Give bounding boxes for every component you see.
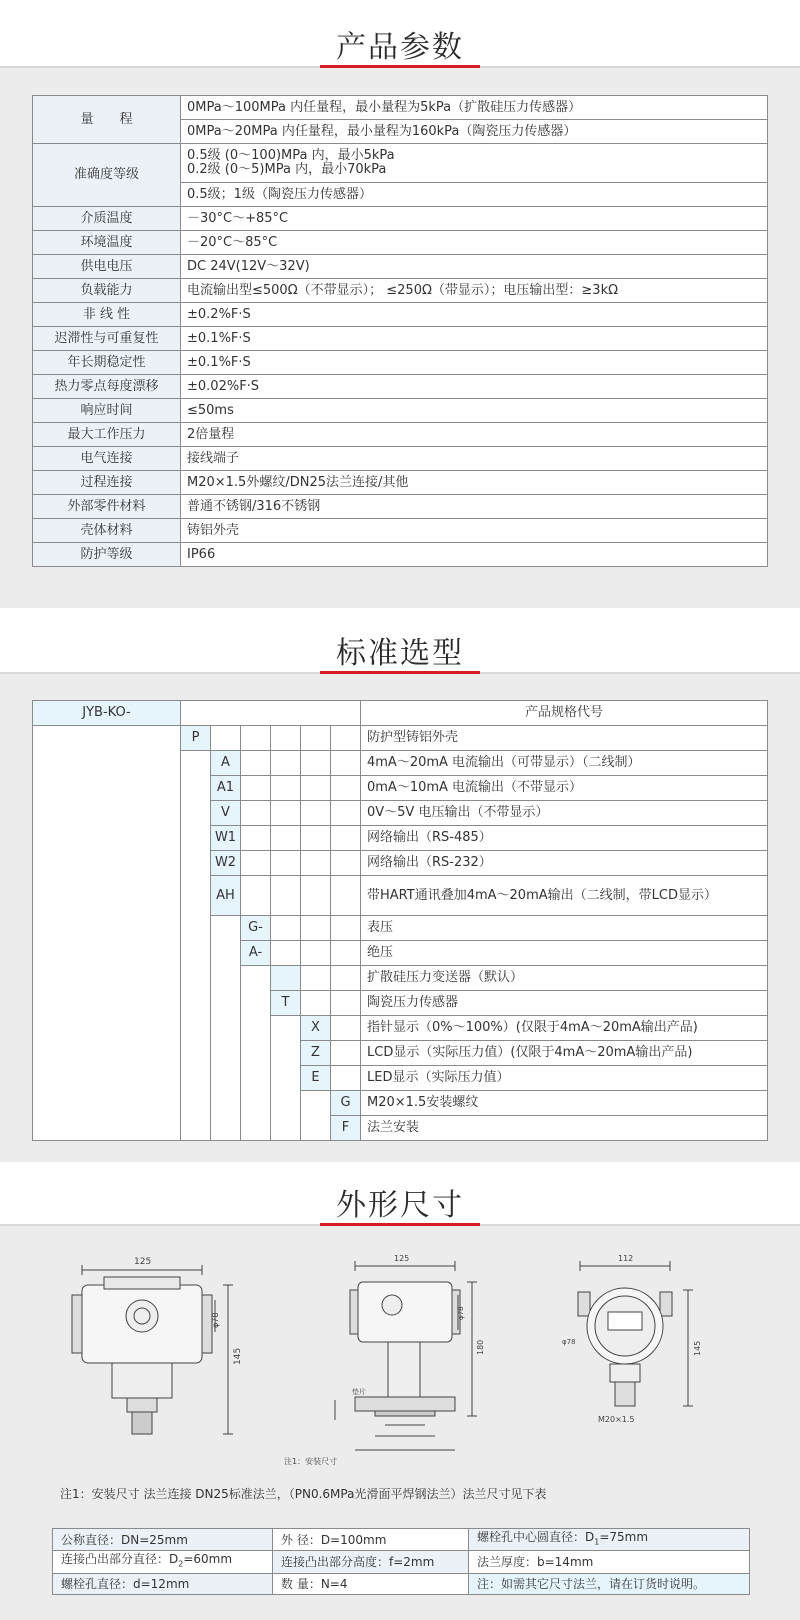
- param-value: －20°C～85°C: [181, 231, 768, 255]
- code-G: G: [331, 1091, 361, 1116]
- param-value: ≤50ms: [181, 399, 768, 423]
- param-key: 电气连接: [33, 447, 181, 471]
- flange-bolt-circle: 螺栓孔中心圆直径：$D_1=75mm$: [469, 1529, 750, 1551]
- flange-custom-note: 注：如需其它尺寸法兰，请在订货时说明。: [469, 1573, 750, 1594]
- flange-raised-height: 连接凸出部分高度：f=2mm: [273, 1551, 469, 1573]
- param-value: IP66: [181, 543, 768, 567]
- code-A1: A1: [211, 776, 241, 801]
- param-key: 迟滞性与可重复性: [33, 327, 181, 351]
- param-value: DC 24V(12V～32V): [181, 255, 768, 279]
- flange-view-width-label: 125: [394, 1254, 410, 1263]
- desc-Z: LCD显示（实际压力值）(仅限于4mA～20mA输出产品): [361, 1041, 768, 1066]
- side-view-dia-label: φ78: [211, 1312, 220, 1328]
- desc-W2: 网络输出（RS-232）: [361, 851, 768, 876]
- desc-A1: 0mA～10mA 电流输出（不带显示）: [361, 776, 768, 801]
- param-key-range: 量 程: [33, 96, 181, 144]
- flange-view-gasket-label: 垫片: [352, 1388, 366, 1396]
- param-key: 负载能力: [33, 279, 181, 303]
- param-value-accuracy-1: [181, 144, 768, 183]
- param-value-range-2: 0MPa～20MPa 内任量程，最小量程为160kPa（陶瓷压力传感器）: [181, 120, 768, 144]
- param-key-accuracy: 准确度等级: [33, 144, 181, 207]
- code-AH: AH: [211, 876, 241, 916]
- dimensions-section-title: 外形尺寸: [336, 1188, 464, 1223]
- front-view-dia-label: φ78: [562, 1338, 576, 1346]
- code-P: P: [181, 726, 211, 751]
- param-key: 最大工作压力: [33, 423, 181, 447]
- side-view-height-label: 145: [233, 1347, 243, 1365]
- desc-default: 扩散硅压力变送器（默认）: [361, 966, 768, 991]
- desc-W1: 网络输出（RS-485）: [361, 826, 768, 851]
- flange-view-drawing: [280, 1250, 490, 1470]
- desc-T: 陶瓷压力传感器: [361, 991, 768, 1016]
- flange-table: [52, 1528, 750, 1595]
- param-key: 热力零点每度漂移: [33, 375, 181, 399]
- param-key: 防护等级: [33, 543, 181, 567]
- front-view-height-label: 145: [693, 1340, 702, 1356]
- flange-view-note: 注1：安装尺寸: [284, 1457, 338, 1466]
- flange-bolt-count: 数 量：N=4: [273, 1573, 469, 1594]
- param-value: 电流输出型≤500Ω（不带显示）； ≤250Ω（带显示）；电压输出型：≥3kΩ: [181, 279, 768, 303]
- param-key: 环境温度: [33, 231, 181, 255]
- desc-X: 指针显示（0%～100%）(仅限于4mA～20mA输出产品): [361, 1016, 768, 1041]
- param-value-accuracy-1b: 0.2级 (0～5)MPa 内，最小70kPa: [187, 162, 387, 177]
- param-value: ±0.1%F·S: [181, 327, 768, 351]
- flange-nominal-diameter: 公称直径：DN=25mm: [53, 1529, 273, 1551]
- side-view-width-label: 125: [134, 1257, 152, 1267]
- desc-A: 4mA～20mA 电流输出（可带显示）（二线制）: [361, 751, 768, 776]
- param-value: －30°C～+85°C: [181, 207, 768, 231]
- param-value: 铸铝外壳: [181, 519, 768, 543]
- desc-G: M20×1.5安装螺纹: [361, 1091, 768, 1116]
- code-E: E: [301, 1066, 331, 1091]
- param-value: 接线端子: [181, 447, 768, 471]
- flange-view-height-label: 180: [476, 1339, 485, 1355]
- param-value: 2倍量程: [181, 423, 768, 447]
- code-W2: W2: [211, 851, 241, 876]
- desc-G-: 表压: [361, 916, 768, 941]
- flange-outer-diameter: 外 径：D=100mm: [273, 1529, 469, 1551]
- desc-AH: 带HART通讯叠加4mA～20mA输出（二线制，带LCD显示）: [361, 876, 768, 916]
- param-key: 非 线 性: [33, 303, 181, 327]
- code-A-: A-: [241, 941, 271, 966]
- code-F: F: [331, 1116, 361, 1141]
- desc-V: 0V～5V 电压输出（不带显示）: [361, 801, 768, 826]
- flange-note: 注1：安装尺寸 法兰连接 DN25标准法兰，（PN0.6MPa光滑面平焊钢法兰）法兰尺寸见下表: [60, 1487, 547, 1501]
- code-A: A: [211, 751, 241, 776]
- code-X: X: [301, 1016, 331, 1041]
- flange-raised-diameter: 连接凸出部分直径：$D_2=60mm$: [53, 1551, 273, 1573]
- flange-view-dia-label: φ78: [457, 1306, 465, 1320]
- param-value: ±0.02%F·S: [181, 375, 768, 399]
- code-V: V: [211, 801, 241, 826]
- param-key: 年长期稳定性: [33, 351, 181, 375]
- param-key: 壳体材料: [33, 519, 181, 543]
- selection-section-title: 标准选型: [336, 636, 464, 671]
- param-key: 外部零件材料: [33, 495, 181, 519]
- flange-thickness: 法兰厚度：b=14mm: [469, 1551, 750, 1573]
- code-Z: Z: [301, 1041, 331, 1066]
- side-view-drawing: [70, 1250, 270, 1450]
- front-view-thread-label: M20×1.5: [598, 1415, 635, 1424]
- front-view-drawing: [550, 1250, 730, 1450]
- model-prefix: JYB-KO-: [33, 701, 181, 726]
- param-value: ±0.1%F·S: [181, 351, 768, 375]
- param-value-accuracy-1a: 0.5级 (0～100)MPa 内，最小5kPa: [187, 148, 395, 163]
- param-key: 供电电压: [33, 255, 181, 279]
- params-section-title: 产品参数: [336, 30, 464, 65]
- param-value-accuracy-2: 0.5级；1级（陶瓷压力传感器）: [181, 183, 768, 207]
- code-W1: W1: [211, 826, 241, 851]
- params-table: [32, 95, 768, 567]
- flange-bolt-hole: 螺栓孔直径：d=12mm: [53, 1573, 273, 1594]
- code-T: T: [271, 991, 301, 1016]
- desc-P: 防护型铸铝外壳: [361, 726, 768, 751]
- desc-E: LED显示（实际压力值）: [361, 1066, 768, 1091]
- param-value: M20×1.5外螺纹/DN25法兰连接/其他: [181, 471, 768, 495]
- code-default: [271, 966, 301, 991]
- param-value: 普通不锈钢/316不锈钢: [181, 495, 768, 519]
- front-view-width-label: 112: [618, 1254, 634, 1263]
- selection-table: [32, 700, 768, 1141]
- desc-A-: 绝压: [361, 941, 768, 966]
- param-key: 介质温度: [33, 207, 181, 231]
- param-value: ±0.2%F·S: [181, 303, 768, 327]
- param-key: 过程连接: [33, 471, 181, 495]
- spec-code-header: 产品规格代号: [361, 701, 768, 726]
- code-G-: G-: [241, 916, 271, 941]
- param-value-range-1: 0MPa～100MPa 内任量程，最小量程为5kPa（扩散硅压力传感器）: [181, 96, 768, 120]
- param-key: 响应时间: [33, 399, 181, 423]
- desc-F: 法兰安装: [361, 1116, 768, 1141]
